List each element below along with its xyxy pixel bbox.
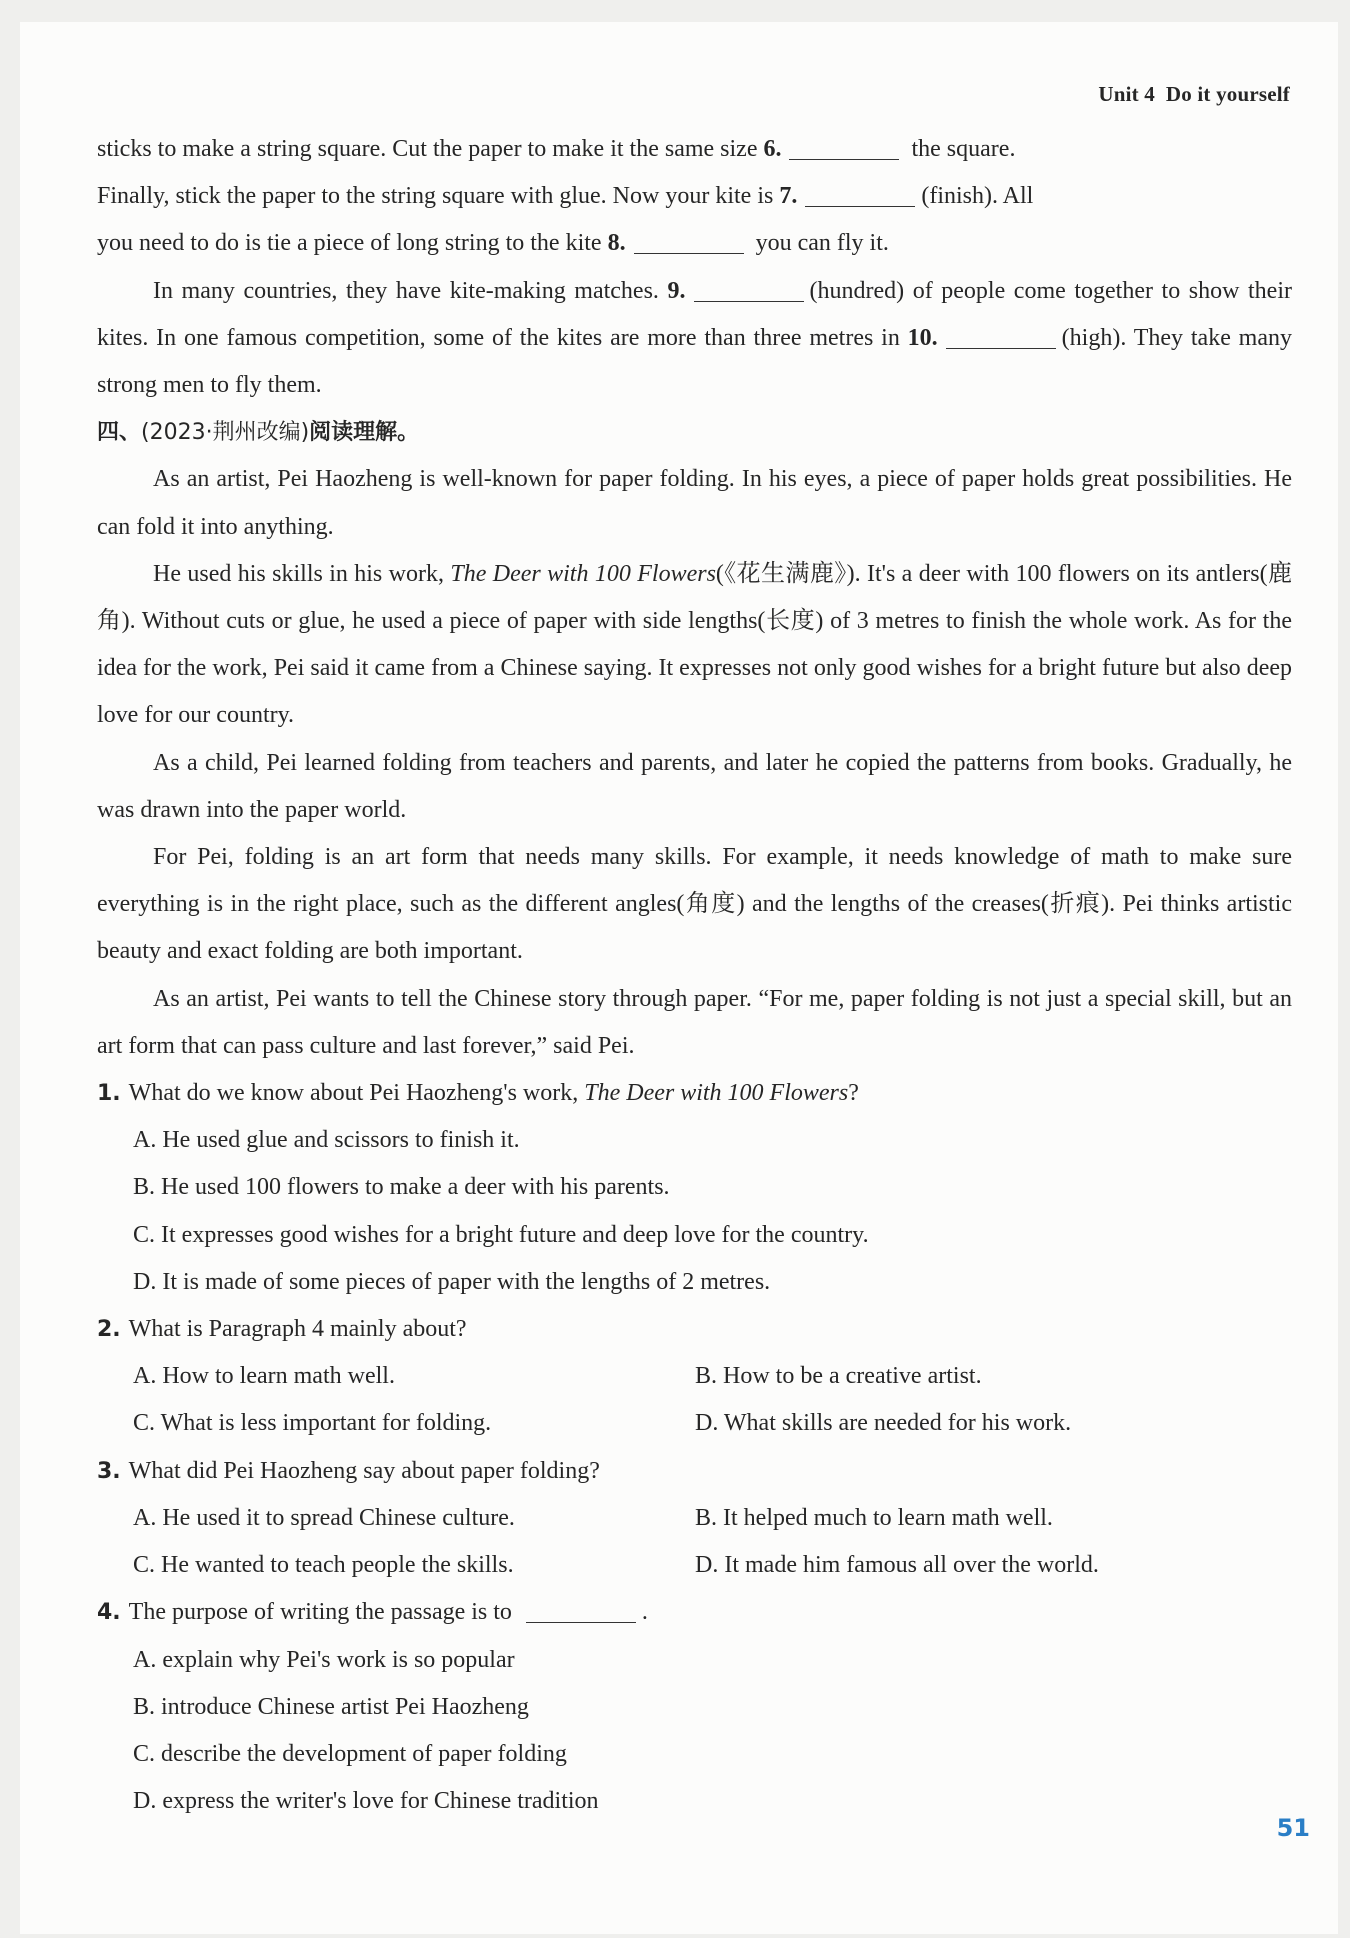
question-stem: What is Paragraph 4 mainly about? — [128, 1316, 467, 1343]
option-2a[interactable]: A. How to learn math well. — [133, 1363, 395, 1390]
answer-blank-q4[interactable] — [526, 1594, 636, 1623]
option-row — [97, 1542, 1292, 1589]
question-stem: ? — [848, 1080, 859, 1107]
question-2 — [97, 1306, 1292, 1353]
cloze-text: sticks to make a string square. Cut the paper to make it the same size — [97, 136, 764, 162]
reading-text: He used his skills in his work, — [153, 560, 451, 587]
blank-number-6: 6. — [763, 136, 782, 162]
option-row — [97, 1400, 1292, 1447]
option-3d[interactable]: D. It made him famous all over the world. — [695, 1552, 1099, 1579]
answer-blank-7[interactable] — [805, 178, 915, 207]
question-stem: . — [641, 1599, 648, 1626]
option-row — [97, 1495, 1292, 1542]
option-2c[interactable]: C. What is less important for folding. — [133, 1410, 492, 1437]
section-number: 四、 — [97, 420, 142, 446]
question-4 — [97, 1589, 1292, 1636]
reading-paragraph-5: As an artist, Pei wants to tell the Chinese story through paper. “For me, paper folding is not just a special skill, but an art form that can pass culture and last forever,” said Pei. — [97, 985, 1292, 1059]
work-title: The Deer with 100 Flowers — [450, 560, 716, 587]
blank-number-10: 10. — [907, 324, 938, 351]
cloze-line-1 — [97, 126, 1292, 173]
cloze-text: (high). They take many strong men to fly them. — [97, 324, 1293, 399]
reading-paragraph-3: As a child, Pei learned folding from teachers and parents, and later he copied the patterns from books. Gradually, he was drawn into the paper world. — [97, 749, 1292, 823]
option-2b[interactable]: B. How to be a creative artist. — [695, 1363, 982, 1390]
cloze-text: you need to do is tie a piece of long string to the kite — [97, 230, 608, 257]
page-header — [1098, 82, 1290, 107]
cloze-paragraph-2 — [97, 268, 1292, 410]
option-2d[interactable]: D. What skills are needed for his work. — [695, 1410, 1072, 1437]
option-1a[interactable]: A. He used glue and scissors to finish it. — [133, 1127, 520, 1154]
cloze-text: (hundred) of people come together to show their kites. In one famous competition, some of the kites are more than three metres in — [97, 277, 1292, 351]
cloze-line-2 — [97, 173, 1292, 220]
unit-label: Unit 4 — [1098, 82, 1155, 106]
page-body — [97, 126, 1292, 1825]
answer-blank-8[interactable] — [634, 225, 744, 254]
question-number: 4. — [97, 1600, 121, 1626]
answer-blank-10[interactable] — [946, 320, 1056, 349]
question-stem: What did Pei Haozheng say about paper folding? — [128, 1457, 600, 1484]
reading-paragraph-4: For Pei, folding is an art form that needs many skills. For example, it needs knowledge of math to make sure everything is in the right place, such as the different angles(角度) and the lengths of the creases(折痕). Pei thinks artistic beauty and exact folding are both important. — [97, 844, 1292, 965]
option-4d[interactable]: D. express the writer's love for Chinese tradition — [133, 1788, 599, 1815]
blank-number-8: 8. — [607, 230, 626, 257]
work-title: The Deer with 100 Flowers — [584, 1080, 849, 1107]
cloze-text: the square. — [905, 136, 1016, 162]
option-1b[interactable]: B. He used 100 flowers to make a deer with his parents. — [133, 1174, 670, 1201]
option-4b[interactable]: B. introduce Chinese artist Pei Haozheng — [133, 1693, 529, 1720]
question-stem: The purpose of writing the passage is to — [128, 1599, 518, 1626]
question-3 — [97, 1448, 1292, 1495]
cloze-text: In many countries, they have kite-making matches. — [153, 277, 668, 304]
cloze-line-3 — [97, 220, 1292, 267]
blank-number-9: 9. — [667, 277, 686, 304]
reading-text: (《花生满鹿》). It's a deer with 100 flowers on its antlers(鹿角). Without cuts or glue, he used a piece of paper with side lengths(长度) of 3 metres to finish the whole work. As for the idea for the work, Pei said it came from a Chinese saying. It expresses not only good wishes for a bright future but also deep love for our country. — [97, 560, 1292, 729]
option-row — [97, 1353, 1292, 1400]
section-source: (2023·荆州改编) — [141, 420, 310, 446]
option-1c[interactable]: C. It expresses good wishes for a bright future and deep love for the country. — [133, 1221, 869, 1248]
section-heading — [97, 409, 1292, 456]
cloze-text: (finish). All — [921, 183, 1034, 210]
unit-title: Do it yourself — [1165, 82, 1290, 106]
option-4a[interactable]: A. explain why Pei's work is so popular — [133, 1646, 515, 1673]
option-4c[interactable]: C. describe the development of paper folding — [133, 1740, 567, 1767]
option-3c[interactable]: C. He wanted to teach people the skills. — [133, 1552, 514, 1579]
option-3a[interactable]: A. He used it to spread Chinese culture. — [133, 1504, 515, 1531]
answer-blank-6[interactable] — [789, 131, 899, 160]
question-number: 1. — [97, 1081, 121, 1107]
answer-blank-9[interactable] — [694, 273, 804, 302]
question-number: 3. — [97, 1458, 121, 1484]
question-stem: What do we know about Pei Haozheng's work, — [128, 1080, 585, 1107]
reading-paragraph-1: As an artist, Pei Haozheng is well-known for paper folding. In his eyes, a piece of paper holds great possibilities. He can fold it into anything. — [97, 466, 1292, 540]
cloze-text: you can fly it. — [749, 230, 889, 257]
option-1d[interactable]: D. It is made of some pieces of paper with the lengths of 2 metres. — [133, 1268, 771, 1295]
question-number: 2. — [97, 1317, 121, 1343]
reading-paragraph-2 — [97, 551, 1292, 740]
option-3b[interactable]: B. It helped much to learn math well. — [695, 1504, 1053, 1531]
cloze-text: Finally, stick the paper to the string square with glue. Now your kite is — [97, 183, 780, 210]
section-title: 阅读理解。 — [309, 420, 420, 446]
question-1 — [97, 1070, 1292, 1117]
blank-number-7: 7. — [779, 183, 798, 210]
page-number: 51 — [1276, 1814, 1310, 1842]
